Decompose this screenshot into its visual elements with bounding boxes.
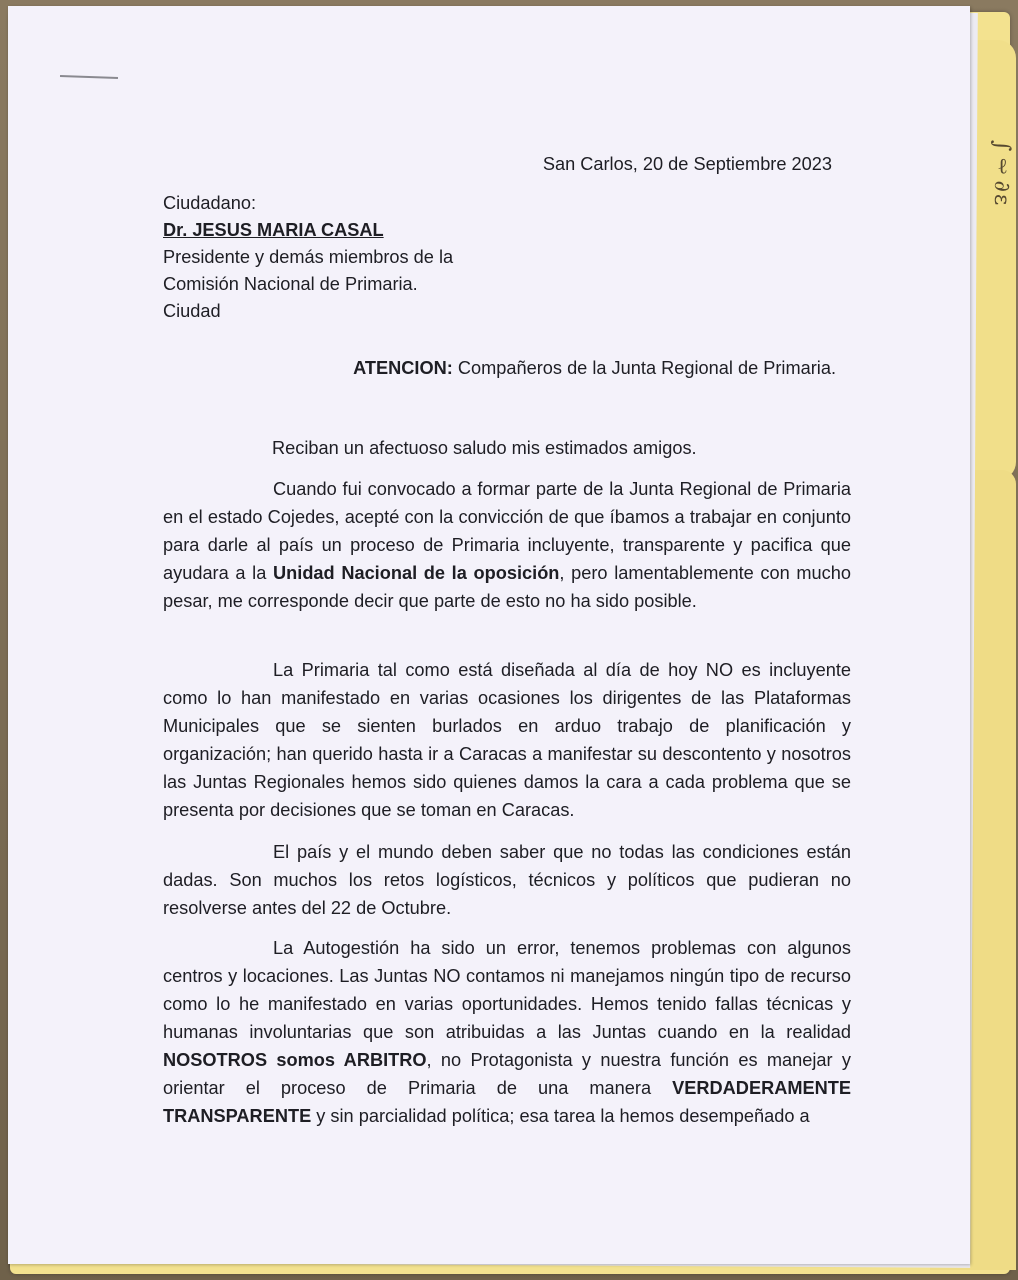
paragraph-3: El país y el mundo deben saber que no todas las condiciones están dadas. Son muchos los retos logísticos, técnicos y políticos que pudieran no resolverse antes del 22 de Octubre. [163, 842, 851, 918]
bold-phrase: VERDADERAMENTE TRANSPARENTE [163, 1078, 851, 1126]
attention-line [353, 358, 836, 379]
attention-text: Compañeros de la Junta Regional de Primaria. [457, 358, 836, 378]
attention-label: ATENCION: [353, 358, 453, 378]
paragraph-1: Cuando fui convocado a formar parte de la Junta Regional de Primaria en el estado Cojedes, acepté con la convicción de que íbamos a trabajar en conjunto para darle al país un proceso de Primaria incluyente, transparente y pacifica que ayudara a la Unidad Nacional de la oposición, pero lamentablemente con mucho pesar, me corresponde decir que parte de esto no ha sido posible. [163, 479, 851, 611]
letter-date: San Carlos, 20 de Septiembre 2023 [542, 154, 832, 174]
addressee-line-1: Presidente y demás miembros de la [163, 247, 454, 267]
addressee-line-2: Comisión Nacional de Primaria. [163, 274, 418, 294]
paragraph-2: La Primaria tal como está diseñada al día de hoy NO es incluyente como lo han manifestado en varias ocasiones los dirigentes de las Plataformas Municipales que se sienten burlados en arduo trabajo de planificación y organización; han querido hasta ir a Caracas a manifestar su descontento y nosotros las Juntas Regionales hemos sido quienes damos la cara a cada problema que se presenta por decisiones que se toman en Caracas. [163, 660, 851, 820]
addressee-name: Dr. JESUS MARIA CASAL [163, 220, 384, 240]
addressee-line-3: Ciudad [163, 301, 221, 321]
letter-page [8, 6, 970, 1264]
greeting: Reciban un afectuoso saludo mis estimados amigos. [272, 438, 697, 458]
bold-phrase: NOSOTROS somos ARBITRO [163, 1050, 427, 1070]
letter-body [8, 6, 970, 1264]
bold-phrase: Unidad Nacional de la oposición [273, 563, 560, 583]
handwritten-scribble: ∫ℓ∂ɛ [989, 140, 1014, 208]
paragraph-4: La Autogestión ha sido un error, tenemos problemas con algunos centros y locaciones. Las Juntas NO contamos ni manejamos ningún tipo de recurso como lo he manifestado en varias oportunidades. Hemos tenido fallas técnicas y humanas involuntarias que son atribuidas a las Juntas cuando en la realidad NOSOTROS somos ARBITRO, no Protagonista y nuestra función es manejar y orientar el proceso de Primaria de una manera VERDADERAMENTE TRANSPARENTE y sin parcialidad política; esa tarea la hemos desempeñado a [163, 938, 852, 1126]
addressee-block [163, 190, 453, 325]
salutation: Ciudadano: [163, 193, 257, 213]
